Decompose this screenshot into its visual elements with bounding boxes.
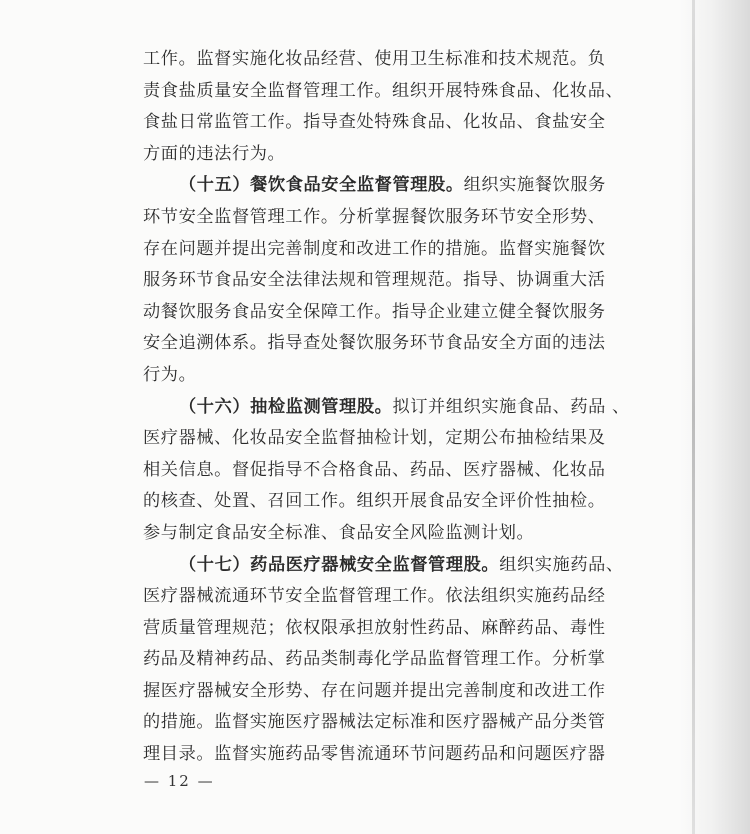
line-text: 的核查、处置、召回工作。组织开展食品安全评价性抽检。	[143, 491, 606, 512]
line-text: 组织实施药品、	[499, 554, 624, 575]
line-text: 相关信息。督促指导不合格食品、药品、医疗器械、化妆品	[143, 459, 606, 480]
text-line	[143, 644, 606, 676]
line-text: 行为。	[143, 364, 197, 385]
section-title: （十五）餐饮食品安全监督管理股。	[179, 175, 464, 196]
line-text: 医疗器械流通环节安全监督管理工作。依法组织实施药品经	[143, 586, 606, 607]
body-text	[143, 44, 630, 771]
text-line	[143, 360, 593, 392]
line-text: 环节安全监督管理工作。分析掌握餐饮服务环节安全形势、	[143, 206, 606, 227]
line-text: 的措施。监督实施医疗器械法定标准和医疗器械产品分类管	[143, 712, 606, 733]
text-line	[143, 297, 606, 329]
line-text: 安全追溯体系。指导查处餐饮服务环节食品安全方面的违法	[143, 333, 606, 354]
line-text: 参与制定食品安全标准、食品安全风险监测计划。	[143, 522, 535, 543]
text-line	[143, 518, 593, 550]
line-text: 责食盐质量安全监督管理工作。组织开展特殊食品、化妆品、	[143, 80, 624, 101]
line-text: 服务环节食品安全法律法规和管理规范。指导、协调重大活	[143, 270, 606, 291]
text-line	[143, 44, 606, 76]
text-line	[143, 202, 606, 234]
section-title: （十七）药品医疗器械安全监督管理股。	[179, 554, 500, 575]
line-text: 方面的违法行为。	[143, 143, 286, 164]
section-heading-line	[143, 170, 606, 202]
line-text: 握医疗器械安全形势、存在问题并提出完善制度和改进工作	[143, 680, 606, 701]
scan-shadow	[680, 0, 750, 834]
text-line	[143, 486, 606, 518]
text-line	[143, 676, 606, 708]
text-line	[143, 76, 624, 108]
text-line	[143, 455, 606, 487]
scan-edge	[692, 0, 695, 834]
line-text: 工作。监督实施化妆品经营、使用卫生标准和技术规范。负	[143, 49, 606, 69]
section-title: （十六）抽检监测管理股。	[179, 396, 393, 417]
section-heading-line	[143, 392, 630, 424]
section-heading-line	[143, 550, 624, 582]
text-line	[143, 265, 606, 297]
text-line	[143, 707, 606, 739]
text-line	[143, 423, 606, 455]
line-text: 动餐饮服务食品安全保障工作。指导企业建立健全餐饮服务	[143, 301, 606, 322]
line-text: 拟订并组织实施食品、药品 、	[392, 396, 630, 417]
line-text: 理目录。监督实施药品零售流通环节问题药品和问题医疗器	[143, 744, 606, 765]
line-text: 医疗器械、化妆品安全监督抽检计划，定期公布抽检结果及	[143, 428, 606, 449]
text-line	[143, 234, 606, 266]
text-line	[143, 139, 593, 171]
text-line	[143, 328, 606, 360]
line-text: 营质量管理规范；依权限承担放射性药品、麻醉药品、毒性	[143, 617, 606, 638]
page-number: — 12 —	[144, 772, 215, 790]
text-line	[143, 613, 606, 645]
line-text: 存在问题并提出完善制度和改进工作的措施。监督实施餐饮	[143, 238, 606, 259]
text-line	[143, 581, 606, 613]
line-text: 组织实施餐饮服务	[463, 175, 606, 196]
text-line	[143, 107, 606, 139]
line-text: 药品及精神药品、药品类制毒化学品监督管理工作。分析掌	[143, 649, 606, 670]
line-text: 食盐日常监管工作。指导查处特殊食品、化妆品、食盐安全	[143, 112, 606, 133]
text-line	[143, 739, 606, 771]
